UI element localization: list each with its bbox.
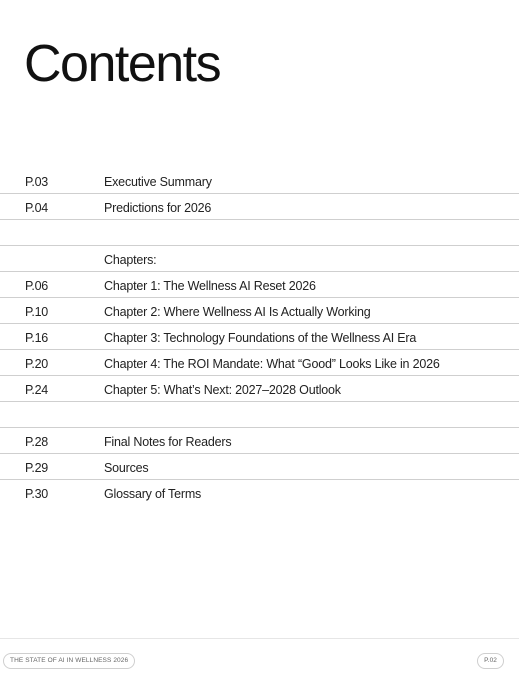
toc-entry-label: Predictions for 2026 (104, 201, 212, 215)
toc-entry-label: Chapter 2: Where Wellness AI Is Actually Working (104, 305, 371, 319)
toc-page-number: P.29 (25, 461, 48, 475)
toc-entry-label: Chapter 4: The ROI Mandate: What “Good” Looks Like in 2026 (104, 357, 440, 371)
toc-row-chapter-3[interactable] (0, 324, 519, 350)
footer-page-number-badge: P.02 (477, 653, 504, 669)
toc-page-number: P.04 (25, 201, 48, 215)
page-title: Contents (24, 35, 221, 93)
toc-row-chapters-heading (0, 246, 519, 272)
toc-row-chapter-4[interactable] (0, 350, 519, 376)
toc-row-predictions[interactable] (0, 194, 519, 220)
toc-spacer-row (0, 402, 519, 428)
toc-row-executive-summary[interactable] (0, 168, 519, 194)
toc-row-sources[interactable] (0, 454, 519, 480)
toc-page-number: P.24 (25, 383, 48, 397)
toc-entry-label: Chapter 5: What’s Next: 2027–2028 Outlook (104, 383, 341, 397)
toc-entry-label: Sources (104, 461, 149, 475)
toc-page-number: P.20 (25, 357, 48, 371)
toc-row-chapter-1[interactable] (0, 272, 519, 298)
toc-entry-label: Chapter 1: The Wellness AI Reset 2026 (104, 279, 316, 293)
toc-entry-label: Chapter 3: Technology Foundations of the Wellness AI Era (104, 331, 417, 345)
toc-row-glossary[interactable] (0, 480, 519, 506)
footer-report-name-badge: THE STATE OF AI IN WELLNESS 2026 (3, 653, 135, 669)
toc-page-number: P.16 (25, 331, 48, 345)
toc-row-chapter-5[interactable] (0, 376, 519, 402)
toc-spacer-row (0, 220, 519, 246)
toc-row-final-notes[interactable] (0, 428, 519, 454)
toc-page-number: P.30 (25, 487, 48, 501)
toc-page-number: P.06 (25, 279, 48, 293)
toc-row-chapter-2[interactable] (0, 298, 519, 324)
toc-page-number: P.10 (25, 305, 48, 319)
toc-section-heading: Chapters: (104, 253, 157, 267)
toc-page-number: P.28 (25, 435, 48, 449)
table-of-contents (0, 168, 519, 506)
footer-divider (0, 638, 519, 639)
toc-page-number: P.03 (25, 175, 48, 189)
toc-entry-label: Final Notes for Readers (104, 435, 232, 449)
toc-entry-label: Glossary of Terms (104, 487, 202, 501)
toc-entry-label: Executive Summary (104, 175, 212, 189)
